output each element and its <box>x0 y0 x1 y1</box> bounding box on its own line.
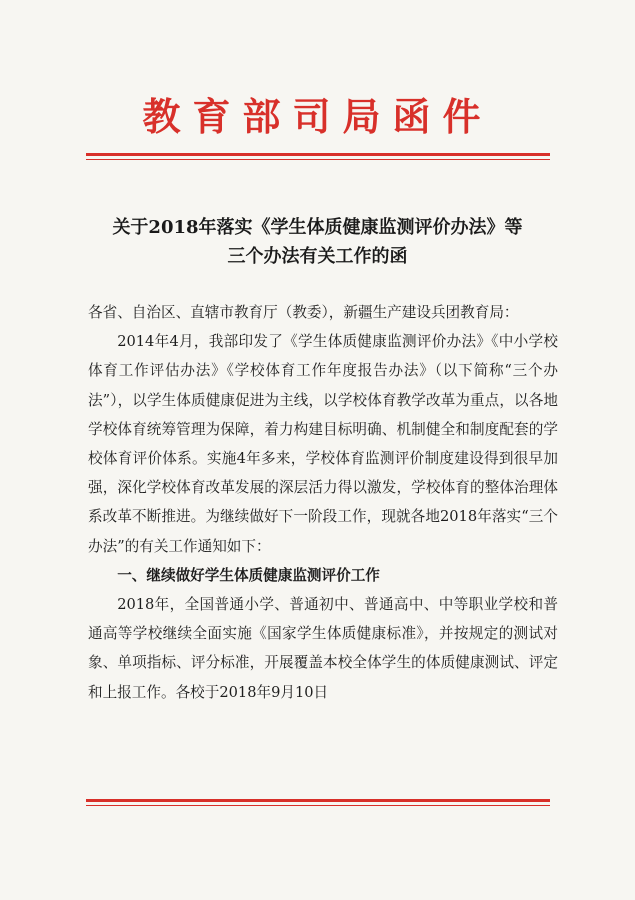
header-rule-thick <box>86 153 550 156</box>
salutation: 各省、自治区、直辖市教育厅（教委），新疆生产建设兵团教育局： <box>88 304 519 321</box>
letterhead-title: 教育部司局函件 <box>142 94 493 139</box>
body-paragraph: 2018年，全国普通小学、普通初中、普通高中、中等职业学校和普通高等学校继续全面实施《国家学生体质健康标准》，并按规定的测试对象、单项指标、评分标准，开展覆盖本校全体学生的体质健康测试、评定和上报工作。各校于2018年9月10日 <box>88 596 558 701</box>
document-title-line1: 关于2018年落实《学生体质健康监测评价办法》等 <box>112 217 523 238</box>
body-paragraph: 2014年4月，我部印发了《学生体质健康监测评价办法》《中小学校体育工作评估办法》《学校体育工作年度报告办法》（以下简称“三个办法”），以学生体质健康促进为主线，以学校体育教学改革为重点，以各地学校体育统筹管理为保障，着力构建目标明确、机制健全和制度配套的学校体育评价体系。实施4年多来，学校体育监测评价制度建设得到很早加强，深化学校体育改革发展的深层活力得以激发，学校体育的整体治理体系改革不断推进。为继续做好下一阶段工作，现就各地2018年落实“三个办法”的有关工作通知如下： <box>88 333 558 555</box>
section-heading: 一、继续做好学生体质健康监测评价工作 <box>117 566 380 584</box>
header-rule-thin <box>86 159 550 160</box>
footer-rule-thick <box>86 799 550 802</box>
document-title-line2: 三个办法有关工作的函 <box>227 246 408 267</box>
document-body <box>88 298 558 707</box>
footer-rule-thin <box>86 805 550 806</box>
